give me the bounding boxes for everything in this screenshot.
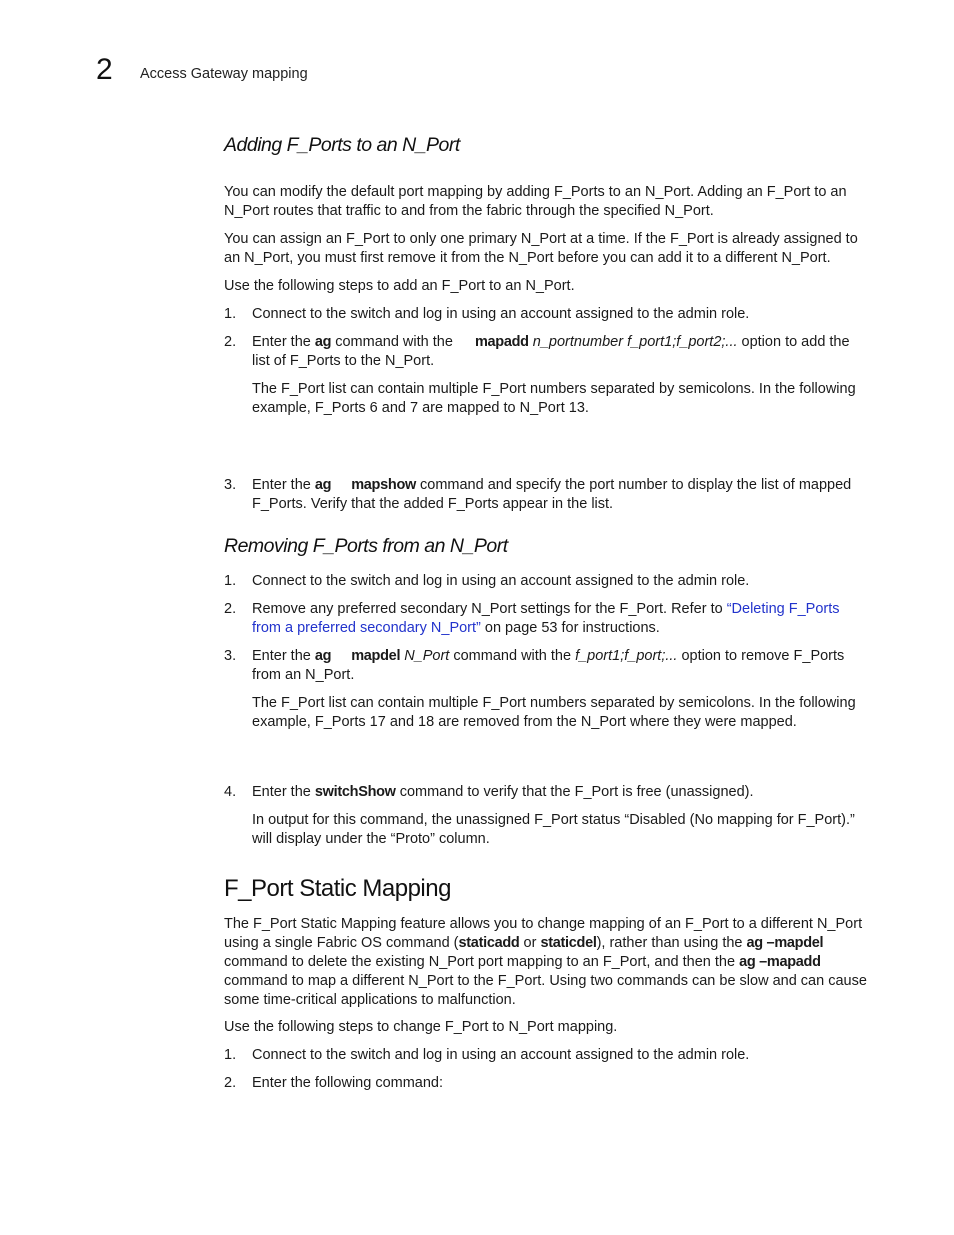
list-text <box>252 600 870 638</box>
list-item <box>224 1046 870 1065</box>
heading-text: Removing F_Ports from an N_Port <box>224 535 508 557</box>
text-run: command to verify that the F_Port is free (unassigned). <box>395 784 754 800</box>
text-run: Enter the <box>252 648 315 664</box>
text-run: option to remove F_Ports from an N_Port. <box>252 648 845 683</box>
list-number: 2. <box>224 334 237 350</box>
paragraph-assign-fport: You can assign an F_Port to only one primary N_Port at a time. If the F_Port is already assigned to an N_Port, you must first remove it from the N_Port before you can add it to a different N_Port. <box>224 231 858 266</box>
command-staticadd: staticadd <box>458 935 520 951</box>
chapter-number: 2 <box>96 53 113 86</box>
list-text: Connect to the switch and log in using an account assigned to the admin role. <box>252 1047 750 1063</box>
argument: f_port1;f_port;... <box>575 648 678 664</box>
text-run: on page 53 for instructions. <box>480 620 660 636</box>
list-number: 1. <box>224 306 237 322</box>
text-run: command to delete the existing N_Port port mapping to an F_Port, and then the <box>224 954 740 970</box>
list-item <box>224 476 870 514</box>
paragraph-modify-mapping: You can modify the default port mapping by adding F_Ports to an N_Port. Adding an F_Port to an N_Port routes that traffic to and from the fabric through the specified N_Port. <box>224 184 847 219</box>
list-item <box>224 305 870 324</box>
text-run: Enter the <box>252 784 315 800</box>
text-run: command with the <box>331 334 457 350</box>
heading-text: F_Port Static Mapping <box>224 875 451 902</box>
cross-reference-link[interactable]: “Deleting F_Ports from a preferred secondary N_Port” <box>252 601 840 636</box>
list-text <box>252 783 870 802</box>
list-number: 1. <box>224 573 237 589</box>
command-ag: ag <box>314 648 332 664</box>
text-run: ), rather than using the <box>596 935 747 951</box>
section-heading-adding-fports <box>224 132 870 158</box>
text-run: The F_Port Static Mapping feature allows you to change mapping of an F_Port to a different N_Port using a single Fabric OS command ( <box>224 916 863 951</box>
list-text <box>252 476 870 514</box>
text-run: Enter the <box>252 477 315 493</box>
list-number: 3. <box>224 477 237 493</box>
list-number: 1. <box>224 1047 237 1063</box>
command-ag: ag <box>314 334 332 350</box>
command-mapshow: mapshow <box>351 477 416 493</box>
list-text <box>252 647 870 685</box>
command-ag: ag <box>314 477 332 493</box>
heading-text: Adding F_Ports to an N_Port <box>224 134 460 156</box>
step-note: The F_Port list can contain multiple F_Port numbers separated by semicolons. In the following example, F_Ports 6 and 7 are mapped to N_Port 13. <box>252 381 856 416</box>
command-ag-mapdel: ag –mapdel <box>746 935 824 951</box>
list-text <box>252 333 870 371</box>
text-run: or <box>519 935 541 951</box>
text-run: Remove any preferred secondary N_Port settings for the F_Port. Refer to <box>252 601 727 617</box>
list-text: Connect to the switch and log in using an account assigned to the admin role. <box>252 573 750 589</box>
text-run: command and specify the port number to display the list of mapped F_Ports. Verify that the added F_Ports appear in the list. <box>252 477 852 512</box>
text-run: command with the <box>449 648 576 664</box>
chapter-title: Access Gateway mapping <box>140 66 308 82</box>
list-number: 2. <box>224 1075 237 1091</box>
command-staticdel: staticdel <box>540 935 597 951</box>
step-note: In output for this command, the unassigned F_Port status “Disabled (No mapping for F_Port).” will display under the “Proto” column. <box>252 812 855 847</box>
list-item <box>224 647 870 685</box>
list-item <box>224 600 870 638</box>
paragraph-steps-intro: Use the following steps to change F_Port to N_Port mapping. <box>224 1019 618 1035</box>
command-switchshow: switchShow <box>314 784 396 800</box>
list-item <box>224 572 870 591</box>
section-heading-removing-fports <box>224 533 870 559</box>
list-item <box>224 1074 870 1093</box>
list-number: 4. <box>224 784 237 800</box>
list-item <box>224 783 870 802</box>
list-text: Enter the following command: <box>252 1075 444 1091</box>
paragraph-steps-intro: Use the following steps to add an F_Port to an N_Port. <box>224 278 575 294</box>
command-mapdel: mapdel <box>351 648 401 664</box>
list-number: 2. <box>224 601 237 617</box>
list-item <box>224 333 870 371</box>
argument: n_portnumber f_port1;f_port2;... <box>528 334 738 350</box>
text-run: option to add the list of F_Ports to the N_Port. <box>252 334 850 369</box>
list-number: 3. <box>224 648 237 664</box>
command-mapadd: mapadd <box>474 334 529 350</box>
argument: N_Port <box>400 648 450 664</box>
step-note: The F_Port list can contain multiple F_Port numbers separated by semicolons. In the following example, F_Ports 17 and 18 are removed from the N_Port where they were mapped. <box>252 695 856 730</box>
text-run: command to map a different N_Port to the F_Port. Using two commands can be slow and can cause some time-critical applications to malfunction. <box>224 973 867 1008</box>
command-ag-mapadd: ag –mapadd <box>739 954 821 970</box>
section-heading-static-mapping <box>224 874 870 904</box>
list-text: Connect to the switch and log in using an account assigned to the admin role. <box>252 306 750 322</box>
paragraph-static-mapping <box>224 915 870 1010</box>
text-run: Enter the <box>252 334 315 350</box>
